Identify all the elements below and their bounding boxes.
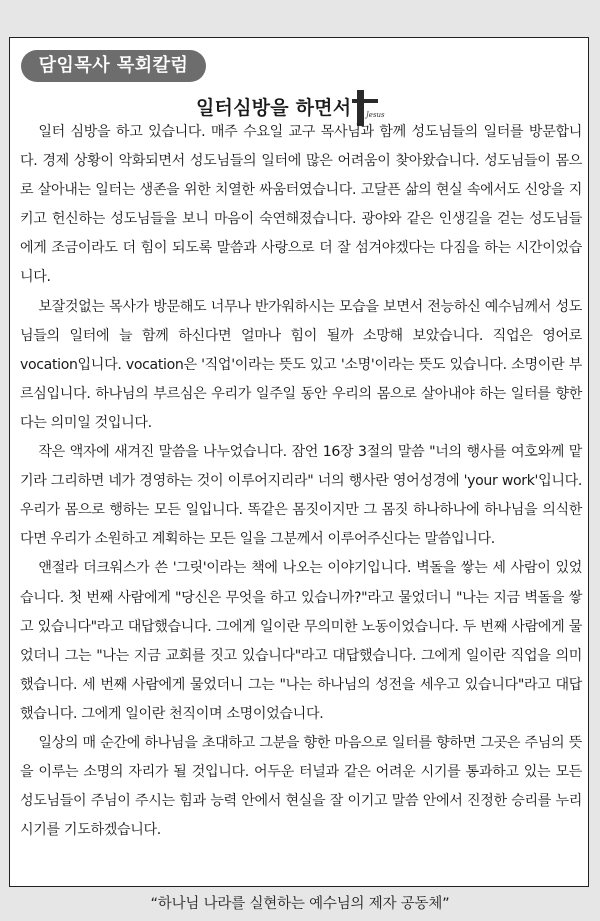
paragraph: 일상의 매 순간에 하나님을 초대하고 그분을 향한 마음으로 일터를 향하면 그곳은 주님의 뜻을 이루는 소명의 자리가 될 것입니다. 어두운 터널과 같은 어려운 시기를 통과하고 있는 모든 성도님들이 주님이 주시는 힘과 능력 안에서 현실을 잘 이기고 말씀 안에서 진정한 승리를 누리시기를 기도하겠습니다. — [20, 734, 582, 839]
paragraph: 앤절라 더크워스가 쓴 '그릿'이라는 책에 나오는 이야기입니다. 벽돌을 쌓는 세 사람이 있었습니다. 첫 번째 사람에게 "당신은 무엇을 하고 있습니까?"라고 물었더니 "나는 지금 벽돌을 쌓고 있습니다"라고 대답했습니다. 그에게 일이란 무의미한 노동이었습니다. 두 번째 사람에게 물었더니 그는 "나는 지금 교회를 짓고 있습니다"라고 대답했습니다. 그에게 일이란 직업을 의미했습니다. 세 번째 사람에게 물었더니 그는 "나는 하나님의 성전을 세우고 있습니다"라고 대답했습니다. 그에게 일이란 천직이며 소명이었습니다. — [20, 560, 582, 722]
paragraph: 일터 심방을 하고 있습니다. 매주 수요일 교구 목사님과 함께 성도님들의 일터를 방문합니다. 경제 상황이 악화되면서 성도님들의 일터에 많은 어려움이 찾아왔습니다. 성도님들이 몸으로 살아내는 일터는 생존을 위한 치열한 싸움터였습니다. 고달픈 삶의 현실 속에서도 신앙을 지키고 헌신하는 성도님들을 보니 마음이 숙연해졌습니다. 광야와 같은 인생길을 걷는 성도님들에게 조금이라도 더 힘이 되도록 말씀과 사랑으로 더 잘 섬겨야겠다는 다짐을 하는 시간이었습니다. — [20, 124, 582, 286]
column-body — [20, 118, 582, 845]
section-badge: 담임목사 목회칼럼 — [21, 50, 206, 82]
paragraph: 작은 액자에 새겨진 말씀을 나누었습니다. 잠언 16장 3절의 말씀 "너의 행사를 여호와께 맡기라 그리하면 네가 경영하는 것이 이루어지리라" 너의 행사란 영어성경에 'your work'입니다. 우리가 몸으로 행하는 모든 일입니다. 똑같은 몸짓이지만 그 몸짓 하나하나에 하나님을 의식한다면 우리가 소원하고 계획하는 모든 일을 그분께서 이루어주신다는 말씀입니다. — [20, 444, 582, 548]
column-title: 일터심방을 하면서 — [196, 97, 352, 119]
cross-caption: Jesus — [366, 111, 385, 119]
footer-motto: “하나님 나라를 실현하는 예수님의 제자 공동체” — [150, 896, 450, 912]
paragraph: 보잘것없는 목사가 방문해도 너무나 반가워하시는 모습을 보면서 전능하신 예수님께서 성도님들의 일터에 늘 함께 하신다면 얼마나 힘이 될까 소망해 보았습니다. 직업은 영어로 vocation입니다. vocation은 '직업'이라는 뜻도 있고 '소명'이라는 뜻도 있습니다. 소명이란 부르심입니다. 하나님의 부르심은 우리가 일주일 동안 우리의 몸으로 살아내야 하는 일터를 향한다는 의미일 것입니다. — [20, 298, 582, 431]
